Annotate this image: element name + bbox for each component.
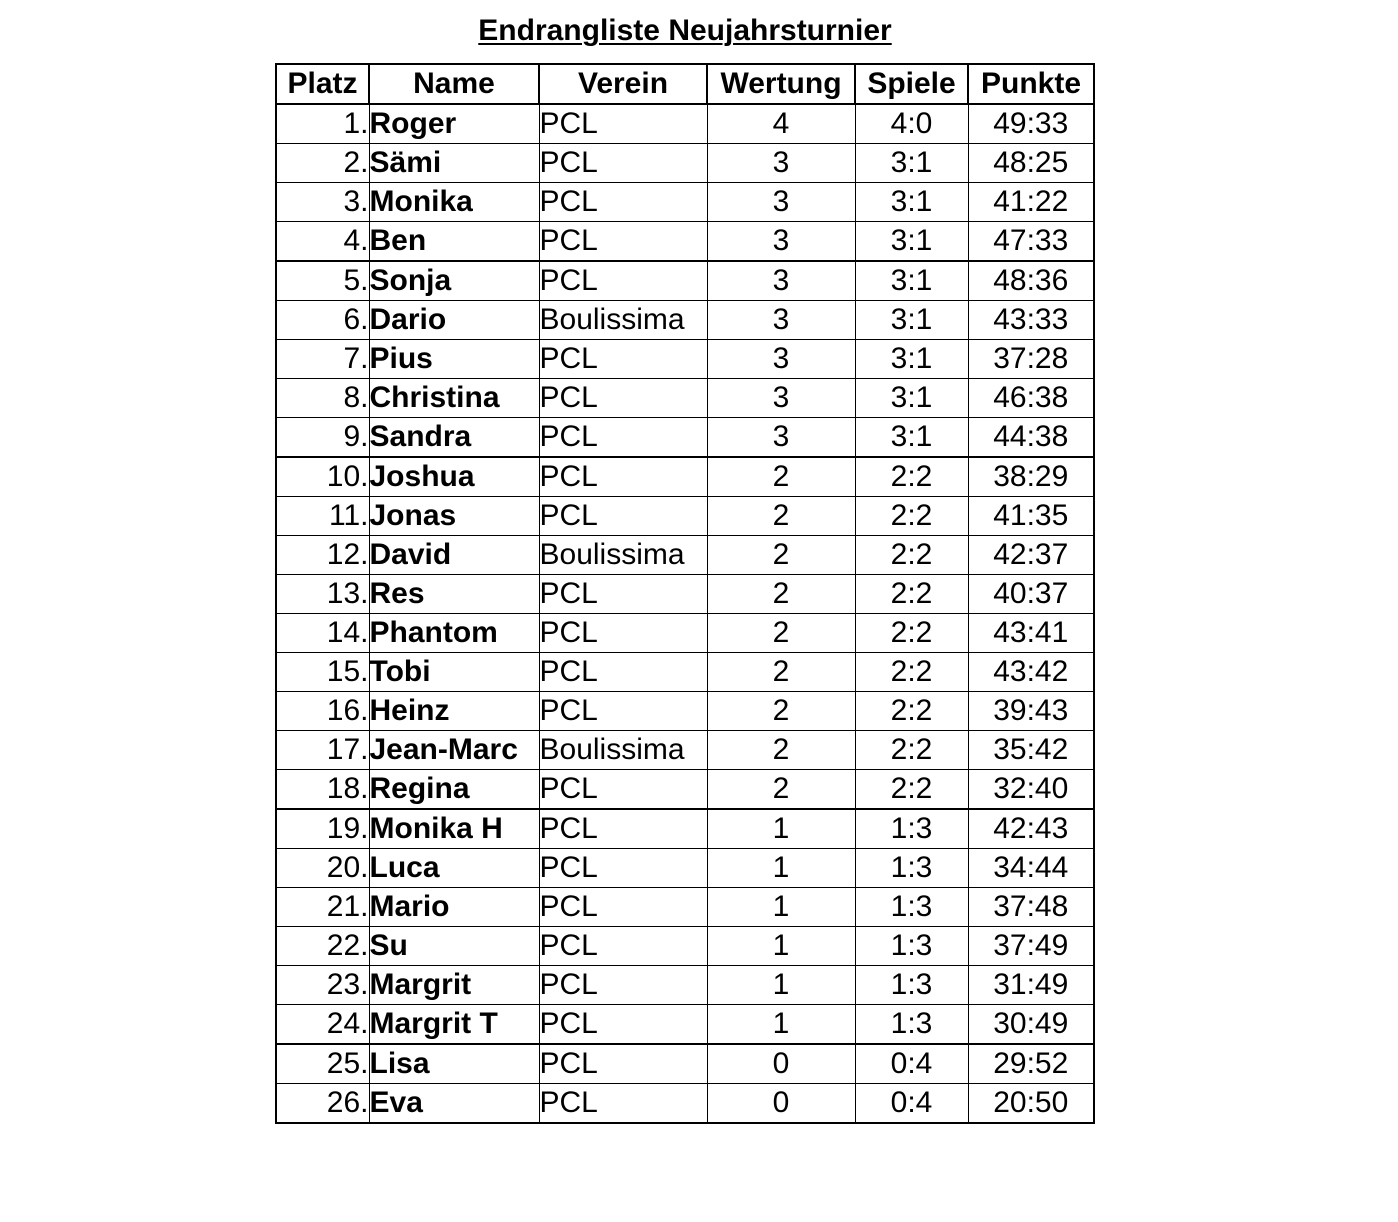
cell-spiele: 2:2 bbox=[855, 575, 968, 614]
cell-punkte: 37:48 bbox=[968, 888, 1094, 927]
table-row bbox=[276, 731, 1094, 770]
cell-name: Eva bbox=[369, 1084, 539, 1124]
cell-wertung: 3 bbox=[707, 301, 855, 340]
cell-verein: PCL bbox=[539, 222, 707, 262]
cell-name: Res bbox=[369, 575, 539, 614]
cell-platz: 8. bbox=[276, 379, 369, 418]
cell-wertung: 2 bbox=[707, 770, 855, 810]
table-row bbox=[276, 692, 1094, 731]
cell-name: Mario bbox=[369, 888, 539, 927]
cell-punkte: 31:49 bbox=[968, 966, 1094, 1005]
cell-name: Phantom bbox=[369, 614, 539, 653]
cell-wertung: 3 bbox=[707, 340, 855, 379]
table-row bbox=[276, 536, 1094, 575]
column-header-spiele: Spiele bbox=[855, 64, 968, 104]
cell-punkte: 43:41 bbox=[968, 614, 1094, 653]
cell-punkte: 43:42 bbox=[968, 653, 1094, 692]
cell-wertung: 2 bbox=[707, 731, 855, 770]
cell-verein: PCL bbox=[539, 340, 707, 379]
cell-spiele: 2:2 bbox=[855, 692, 968, 731]
table-row bbox=[276, 1084, 1094, 1124]
cell-name: Jean-Marc bbox=[369, 731, 539, 770]
table-row bbox=[276, 379, 1094, 418]
cell-name: Roger bbox=[369, 104, 539, 144]
table-row bbox=[276, 1044, 1094, 1084]
cell-verein: PCL bbox=[539, 927, 707, 966]
cell-name: Su bbox=[369, 927, 539, 966]
table-row bbox=[276, 340, 1094, 379]
cell-platz: 14. bbox=[276, 614, 369, 653]
table-row bbox=[276, 653, 1094, 692]
cell-wertung: 1 bbox=[707, 809, 855, 849]
cell-spiele: 2:2 bbox=[855, 731, 968, 770]
cell-punkte: 49:33 bbox=[968, 104, 1094, 144]
table-row bbox=[276, 770, 1094, 810]
cell-punkte: 34:44 bbox=[968, 849, 1094, 888]
cell-verein: PCL bbox=[539, 183, 707, 222]
cell-spiele: 2:2 bbox=[855, 497, 968, 536]
cell-platz: 7. bbox=[276, 340, 369, 379]
cell-wertung: 1 bbox=[707, 888, 855, 927]
cell-platz: 24. bbox=[276, 1005, 369, 1045]
cell-spiele: 3:1 bbox=[855, 340, 968, 379]
cell-platz: 3. bbox=[276, 183, 369, 222]
cell-spiele: 3:1 bbox=[855, 183, 968, 222]
cell-platz: 4. bbox=[276, 222, 369, 262]
table-row bbox=[276, 104, 1094, 144]
cell-name: Monika H bbox=[369, 809, 539, 849]
cell-spiele: 1:3 bbox=[855, 966, 968, 1005]
cell-punkte: 48:36 bbox=[968, 261, 1094, 301]
cell-spiele: 1:3 bbox=[855, 888, 968, 927]
table-row bbox=[276, 849, 1094, 888]
cell-punkte: 43:33 bbox=[968, 301, 1094, 340]
cell-spiele: 2:2 bbox=[855, 457, 968, 497]
cell-spiele: 1:3 bbox=[855, 809, 968, 849]
page-title: Endrangliste Neujahrsturnier bbox=[478, 14, 892, 47]
cell-name: Dario bbox=[369, 301, 539, 340]
cell-punkte: 20:50 bbox=[968, 1084, 1094, 1124]
cell-verein: PCL bbox=[539, 379, 707, 418]
column-header-name: Name bbox=[369, 64, 539, 104]
cell-punkte: 47:33 bbox=[968, 222, 1094, 262]
cell-punkte: 48:25 bbox=[968, 144, 1094, 183]
cell-name: Margrit bbox=[369, 966, 539, 1005]
cell-spiele: 1:3 bbox=[855, 927, 968, 966]
cell-wertung: 2 bbox=[707, 692, 855, 731]
cell-wertung: 2 bbox=[707, 575, 855, 614]
column-header-wertung: Wertung bbox=[707, 64, 855, 104]
cell-platz: 13. bbox=[276, 575, 369, 614]
cell-wertung: 2 bbox=[707, 457, 855, 497]
cell-platz: 15. bbox=[276, 653, 369, 692]
cell-punkte: 42:43 bbox=[968, 809, 1094, 849]
cell-wertung: 3 bbox=[707, 379, 855, 418]
column-header-verein: Verein bbox=[539, 64, 707, 104]
cell-verein: PCL bbox=[539, 1084, 707, 1124]
table-row bbox=[276, 301, 1094, 340]
cell-punkte: 32:40 bbox=[968, 770, 1094, 810]
cell-wertung: 0 bbox=[707, 1044, 855, 1084]
cell-verein: PCL bbox=[539, 888, 707, 927]
cell-verein: PCL bbox=[539, 1044, 707, 1084]
cell-platz: 19. bbox=[276, 809, 369, 849]
table-header-row bbox=[276, 64, 1094, 104]
cell-wertung: 0 bbox=[707, 1084, 855, 1124]
cell-spiele: 1:3 bbox=[855, 1005, 968, 1045]
cell-spiele: 0:4 bbox=[855, 1084, 968, 1124]
table-row bbox=[276, 809, 1094, 849]
cell-wertung: 2 bbox=[707, 497, 855, 536]
cell-spiele: 1:3 bbox=[855, 849, 968, 888]
table-row bbox=[276, 888, 1094, 927]
cell-name: Christina bbox=[369, 379, 539, 418]
cell-spiele: 3:1 bbox=[855, 301, 968, 340]
cell-platz: 2. bbox=[276, 144, 369, 183]
cell-verein: PCL bbox=[539, 809, 707, 849]
table-row bbox=[276, 614, 1094, 653]
cell-verein: PCL bbox=[539, 575, 707, 614]
ranking-table-body bbox=[276, 104, 1094, 1123]
cell-verein: PCL bbox=[539, 261, 707, 301]
cell-platz: 22. bbox=[276, 927, 369, 966]
cell-punkte: 40:37 bbox=[968, 575, 1094, 614]
cell-verein: PCL bbox=[539, 1005, 707, 1045]
cell-verein: PCL bbox=[539, 104, 707, 144]
cell-name: Joshua bbox=[369, 457, 539, 497]
table-row bbox=[276, 222, 1094, 262]
cell-platz: 26. bbox=[276, 1084, 369, 1124]
cell-wertung: 1 bbox=[707, 927, 855, 966]
cell-spiele: 2:2 bbox=[855, 536, 968, 575]
cell-name: David bbox=[369, 536, 539, 575]
cell-platz: 20. bbox=[276, 849, 369, 888]
cell-spiele: 3:1 bbox=[855, 222, 968, 262]
cell-platz: 23. bbox=[276, 966, 369, 1005]
cell-spiele: 3:1 bbox=[855, 261, 968, 301]
cell-verein: PCL bbox=[539, 849, 707, 888]
cell-platz: 16. bbox=[276, 692, 369, 731]
cell-wertung: 3 bbox=[707, 261, 855, 301]
cell-punkte: 39:43 bbox=[968, 692, 1094, 731]
table-row bbox=[276, 457, 1094, 497]
cell-verein: PCL bbox=[539, 144, 707, 183]
cell-punkte: 37:28 bbox=[968, 340, 1094, 379]
cell-punkte: 44:38 bbox=[968, 418, 1094, 458]
table-row bbox=[276, 927, 1094, 966]
cell-platz: 17. bbox=[276, 731, 369, 770]
cell-punkte: 30:49 bbox=[968, 1005, 1094, 1045]
cell-wertung: 3 bbox=[707, 144, 855, 183]
cell-punkte: 42:37 bbox=[968, 536, 1094, 575]
cell-wertung: 3 bbox=[707, 418, 855, 458]
cell-wertung: 2 bbox=[707, 614, 855, 653]
cell-punkte: 38:29 bbox=[968, 457, 1094, 497]
cell-verein: PCL bbox=[539, 653, 707, 692]
table-row bbox=[276, 966, 1094, 1005]
cell-spiele: 4:0 bbox=[855, 104, 968, 144]
cell-verein: PCL bbox=[539, 614, 707, 653]
cell-wertung: 2 bbox=[707, 653, 855, 692]
cell-platz: 12. bbox=[276, 536, 369, 575]
cell-name: Luca bbox=[369, 849, 539, 888]
cell-platz: 18. bbox=[276, 770, 369, 810]
cell-punkte: 41:35 bbox=[968, 497, 1094, 536]
table-row bbox=[276, 418, 1094, 458]
cell-name: Ben bbox=[369, 222, 539, 262]
table-row bbox=[276, 1005, 1094, 1045]
cell-punkte: 35:42 bbox=[968, 731, 1094, 770]
cell-name: Heinz bbox=[369, 692, 539, 731]
cell-verein: Boulissima bbox=[539, 536, 707, 575]
cell-platz: 11. bbox=[276, 497, 369, 536]
cell-verein: PCL bbox=[539, 770, 707, 810]
cell-wertung: 4 bbox=[707, 104, 855, 144]
cell-name: Jonas bbox=[369, 497, 539, 536]
column-header-punkte: Punkte bbox=[968, 64, 1094, 104]
cell-wertung: 1 bbox=[707, 1005, 855, 1045]
cell-spiele: 2:2 bbox=[855, 770, 968, 810]
cell-verein: PCL bbox=[539, 692, 707, 731]
cell-name: Sämi bbox=[369, 144, 539, 183]
cell-name: Regina bbox=[369, 770, 539, 810]
cell-punkte: 46:38 bbox=[968, 379, 1094, 418]
cell-name: Tobi bbox=[369, 653, 539, 692]
cell-wertung: 3 bbox=[707, 222, 855, 262]
cell-name: Margrit T bbox=[369, 1005, 539, 1045]
cell-platz: 1. bbox=[276, 104, 369, 144]
cell-verein: Boulissima bbox=[539, 301, 707, 340]
cell-wertung: 2 bbox=[707, 536, 855, 575]
table-row bbox=[276, 144, 1094, 183]
cell-verein: PCL bbox=[539, 497, 707, 536]
cell-spiele: 0:4 bbox=[855, 1044, 968, 1084]
ranking-table bbox=[275, 63, 1095, 1124]
cell-name: Monika bbox=[369, 183, 539, 222]
cell-spiele: 3:1 bbox=[855, 379, 968, 418]
cell-platz: 5. bbox=[276, 261, 369, 301]
table-row bbox=[276, 261, 1094, 301]
cell-spiele: 2:2 bbox=[855, 614, 968, 653]
cell-platz: 9. bbox=[276, 418, 369, 458]
cell-verein: PCL bbox=[539, 418, 707, 458]
table-row bbox=[276, 575, 1094, 614]
cell-name: Pius bbox=[369, 340, 539, 379]
cell-spiele: 2:2 bbox=[855, 653, 968, 692]
cell-platz: 10. bbox=[276, 457, 369, 497]
cell-verein: PCL bbox=[539, 966, 707, 1005]
cell-wertung: 1 bbox=[707, 849, 855, 888]
cell-verein: PCL bbox=[539, 457, 707, 497]
cell-platz: 6. bbox=[276, 301, 369, 340]
cell-wertung: 1 bbox=[707, 966, 855, 1005]
column-header-platz: Platz bbox=[276, 64, 369, 104]
cell-name: Sonja bbox=[369, 261, 539, 301]
table-row bbox=[276, 497, 1094, 536]
cell-wertung: 3 bbox=[707, 183, 855, 222]
cell-name: Sandra bbox=[369, 418, 539, 458]
cell-platz: 25. bbox=[276, 1044, 369, 1084]
cell-verein: Boulissima bbox=[539, 731, 707, 770]
cell-punkte: 41:22 bbox=[968, 183, 1094, 222]
cell-name: Lisa bbox=[369, 1044, 539, 1084]
cell-punkte: 37:49 bbox=[968, 927, 1094, 966]
cell-spiele: 3:1 bbox=[855, 418, 968, 458]
cell-platz: 21. bbox=[276, 888, 369, 927]
table-row bbox=[276, 183, 1094, 222]
cell-punkte: 29:52 bbox=[968, 1044, 1094, 1084]
cell-spiele: 3:1 bbox=[855, 144, 968, 183]
